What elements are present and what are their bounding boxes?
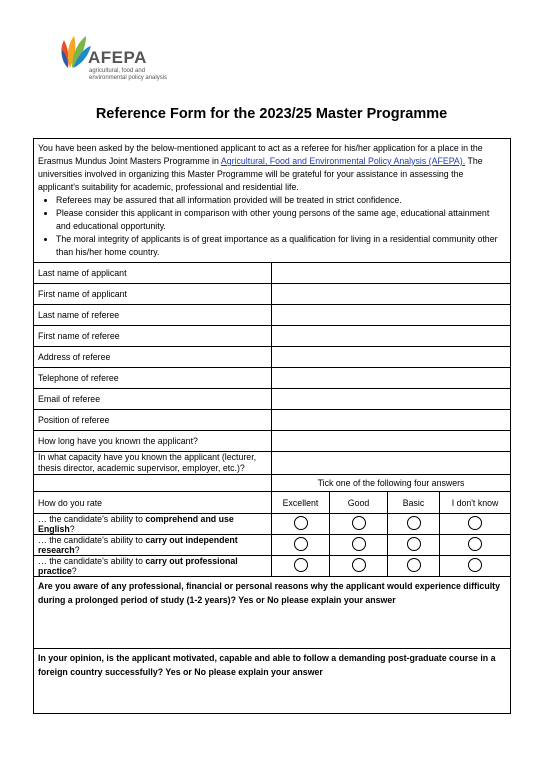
- radio-english-excellent[interactable]: [294, 516, 308, 530]
- rating-row-practice: [34, 556, 511, 577]
- field-label: First name of applicant: [34, 284, 272, 305]
- rating-row-research: [34, 535, 511, 556]
- list-item: • The moral integrity of applicants is of great importance as a qualification for living in a residential community other than his/her home country.: [56, 233, 506, 259]
- field-row-first-name-referee: [34, 326, 511, 347]
- option-basic: Basic: [388, 492, 440, 514]
- field-input-last-name-applicant[interactable]: [272, 263, 511, 284]
- field-label: Last name of applicant: [34, 263, 272, 284]
- option-excellent: Excellent: [272, 492, 330, 514]
- field-row-position-referee: [34, 410, 511, 431]
- radio-practice-good[interactable]: [352, 558, 366, 572]
- field-input-address-referee[interactable]: [272, 347, 511, 368]
- field-input-first-name-applicant[interactable]: [272, 284, 511, 305]
- radio-practice-dont-know[interactable]: [468, 558, 482, 572]
- question-motivation[interactable]: In your opinion, is the applicant motivated, capable and able to follow a demanding post-graduate course in a foreign country successfully? Yes or No please explain your answer: [34, 649, 511, 714]
- radio-english-good[interactable]: [352, 516, 366, 530]
- rating-header-row: [34, 492, 511, 514]
- field-label: How long have you known the applicant?: [34, 431, 272, 452]
- field-label: Email of referee: [34, 389, 272, 410]
- rating-question: How do you rate: [34, 492, 272, 514]
- rating-row-english: [34, 514, 511, 535]
- field-row-last-name-referee: [34, 305, 511, 326]
- field-label: Position of referee: [34, 410, 272, 431]
- field-row-email-referee: [34, 389, 511, 410]
- question-difficulty[interactable]: Are you aware of any professional, financial or personal reasons why the applicant would experience difficulty during a prolonged period of study (1-2 years)? Yes or No please explain your answer: [34, 577, 511, 649]
- field-label: Telephone of referee: [34, 368, 272, 389]
- option-dont-know: I don't know: [440, 492, 511, 514]
- list-item: • Referees may be assured that all information provided will be treated in strict confidence.: [56, 194, 506, 207]
- field-input-last-name-referee[interactable]: [272, 305, 511, 326]
- instruction-list: [38, 194, 506, 259]
- radio-practice-basic[interactable]: [407, 558, 421, 572]
- logo-subtitle: agricultural, food and environmental policy analysis: [89, 68, 168, 81]
- question-row-motivation: [34, 649, 511, 714]
- field-label: Last name of referee: [34, 305, 272, 326]
- rating-instruction-row: [34, 475, 511, 492]
- radio-practice-excellent[interactable]: [294, 558, 308, 572]
- intro-text: You have been asked by the below-mentioned applicant to act as a referee for his/her application for a place in the Erasmus Mundus Joint Masters Programme in Agricultural, Food and Environmental Policy Analysis (AFEPA). The universities involved in organizing this Master Programme will be grateful for your assistance in assessing the applicant's suitability for academic, professional and residential life. • Referees may be assured that all information provided will be treated in strict confidence. • Please consider this applicant in comparison with other young persons of the same age, educational attainment and educational opportunity. • The moral integrity of applicants is of great importance as a qualification for living in a residential community other than his/her home country.: [34, 139, 511, 263]
- page-title: Reference Form for the 2023/25 Master Programme: [95, 106, 448, 122]
- option-good: Good: [330, 492, 388, 514]
- rating-instruction: Tick one of the following four answers: [272, 475, 511, 492]
- field-label: In what capacity have you known the applicant (lecturer, thesis director, academic supervisor, employer, etc.)?: [34, 452, 272, 475]
- field-label: Address of referee: [34, 347, 272, 368]
- leaf-logo-icon: [58, 28, 92, 70]
- field-input-position-referee[interactable]: [272, 410, 511, 431]
- field-row-first-name-applicant: [34, 284, 511, 305]
- field-input-first-name-referee[interactable]: [272, 326, 511, 347]
- field-row-address-referee: [34, 347, 511, 368]
- afepa-logo: [58, 28, 208, 98]
- field-label: First name of referee: [34, 326, 272, 347]
- field-row-capacity: [34, 452, 511, 475]
- field-input-telephone-referee[interactable]: [272, 368, 511, 389]
- field-row-telephone-referee: [34, 368, 511, 389]
- empty-cell: [34, 475, 272, 492]
- list-item: • Please consider this applicant in comparison with other young persons of the same age, educational attainment and educational opportunity.: [56, 207, 506, 233]
- radio-research-good[interactable]: [352, 537, 366, 551]
- reference-form-table: [33, 138, 511, 714]
- rating-row-label: … the candidate's ability to carry out independent research?: [34, 535, 272, 556]
- radio-research-basic[interactable]: [407, 537, 421, 551]
- radio-english-dont-know[interactable]: [468, 516, 482, 530]
- field-input-email-referee[interactable]: [272, 389, 511, 410]
- rating-row-label: … the candidate's ability to carry out professional practice?: [34, 556, 272, 577]
- afepa-link[interactable]: Agricultural, Food and Environmental Policy Analysis (AFEPA).: [220, 156, 466, 166]
- intro-row: [34, 139, 511, 263]
- logo-wordmark: AFEPA: [88, 48, 147, 67]
- rating-row-label: … the candidate's ability to comprehend and use English?: [34, 514, 272, 535]
- radio-english-basic[interactable]: [407, 516, 421, 530]
- field-input-known-duration[interactable]: [272, 431, 511, 452]
- field-row-known-duration: [34, 431, 511, 452]
- field-row-last-name-applicant: [34, 263, 511, 284]
- radio-research-excellent[interactable]: [294, 537, 308, 551]
- question-row-difficulty: [34, 577, 511, 649]
- radio-research-dont-know[interactable]: [468, 537, 482, 551]
- field-input-capacity[interactable]: [272, 452, 511, 475]
